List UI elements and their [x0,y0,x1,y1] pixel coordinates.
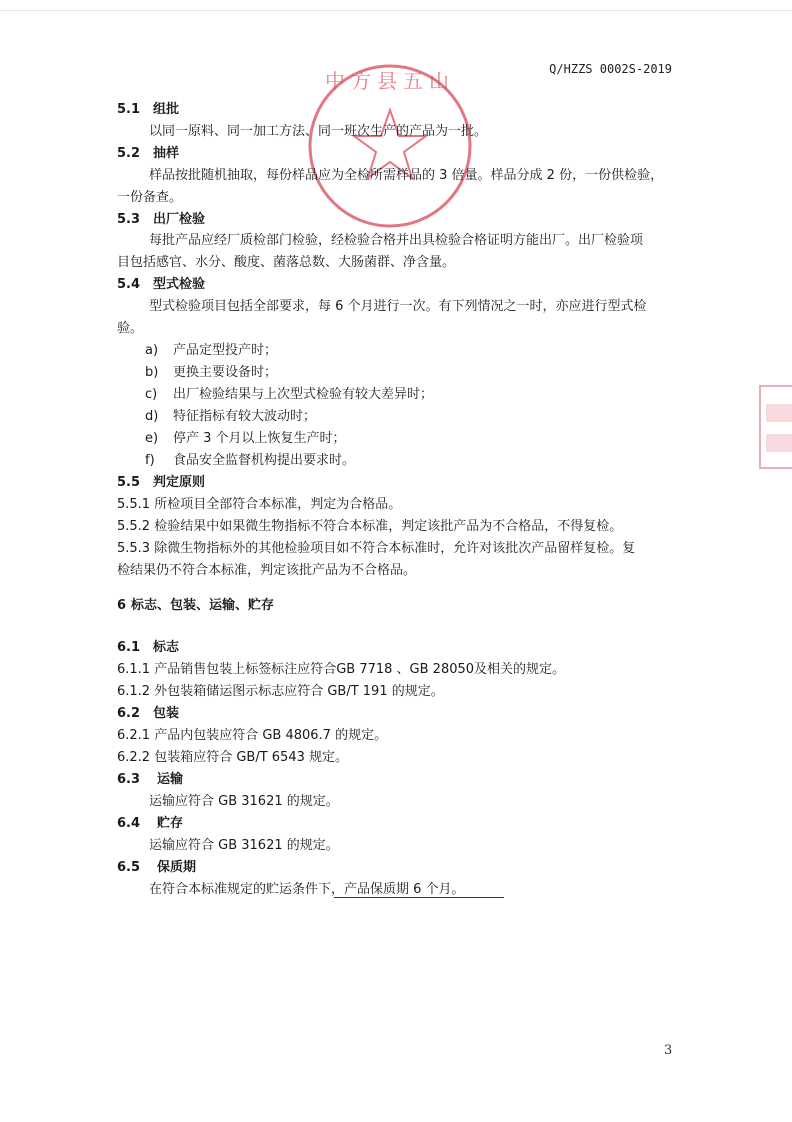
paragraph: 运输应符合 GB 31621 的规定。 [149,794,339,809]
section-heading-5-4: 5.4 型式检验 [117,277,206,292]
paragraph: 验。 [117,321,144,336]
paragraph: 型式检验项目包括全部要求，每 6 个月进行一次。有下列情况之一时，亦应进行型式检 [149,299,647,314]
list-item: c) 出厂检验结果与上次型式检验有较大差异时； [145,387,434,402]
section-heading-6-3: 6.3 运输 [117,772,184,787]
paragraph: 6.2.1 产品内包装应符合 GB 4806.7 的规定。 [117,728,388,743]
svg-text:中方县五山: 中方县五山 [325,69,455,93]
list-item: e) 停产 3 个月以上恢复生产时； [145,431,346,446]
official-seal-stamp [300,58,480,233]
list-item: b) 更换主要设备时； [145,365,278,380]
end-of-document-rule [334,897,504,898]
section-heading-5-2: 5.2 抽样 [117,146,180,161]
section-heading-6-1: 6.1 标志 [117,640,180,655]
list-item: d) 特征指标有较大波动时； [145,409,317,424]
paragraph: 每批产品应经厂质检部门检验，经检验合格并出具检验合格证明方能出厂。出厂检验项 [149,233,644,248]
list-item: f) 食品安全监督机构提出要求时。 [145,453,356,468]
section-heading-5-1: 5.1 组批 [117,102,180,117]
section-heading-6-4: 6.4 贮存 [117,816,184,831]
section-heading-5-3: 5.3 出厂检验 [117,212,206,227]
paragraph: 5.5.2 检验结果中如果微生物指标不符合本标准，判定该批产品为不合格品，不得复检。 [117,519,623,534]
list-item: a) 产品定型投产时； [145,343,278,358]
paragraph: 6.2.2 包装箱应符合 GB/T 6543 规定。 [117,750,349,765]
edge-seal-fragment [758,382,792,472]
chapter-heading-6: 6 标志、包装、运输、贮存 [117,598,275,613]
paragraph: 6.1.1 产品销售包装上标签标注应符合GB 7718 、GB 28050及相关的规定。 [117,662,566,677]
section-heading-6-5: 6.5 保质期 [117,860,197,875]
paragraph: 以同一原料、同一加工方法、同一班次生产的产品为一批。 [149,124,488,139]
section-heading-6-2: 6.2 包装 [117,706,180,721]
page-number: 3 [664,1043,673,1058]
paragraph: 6.1.2 外包装箱储运图示标志应符合 GB/T 191 的规定。 [117,684,444,699]
paragraph: 5.5.3 除微生物指标外的其他检验项目如不符合本标准时，允许对该批次产品留样复检。复 [117,541,636,556]
document-code: Q/HZZS 0002S-2019 [549,62,672,76]
paragraph: 一份备查。 [117,190,183,205]
paragraph: 在符合本标准规定的贮运条件下，产品保质期 6 个月。 [149,882,465,897]
section-heading-5-5: 5.5 判定原则 [117,475,206,490]
top-border [0,10,792,11]
paragraph: 检结果仍不符合本标准，判定该批产品为不合格品。 [117,563,417,578]
paragraph: 5.5.1 所检项目全部符合本标准，判定为合格品。 [117,497,402,512]
paragraph: 样品按批随机抽取，每份样品应为全检所需样品的 3 倍量。样品分成 2 份，一份供检验， [149,168,664,183]
paragraph: 目包括感官、水分、酸度、菌落总数、大肠菌群、净含量。 [117,255,456,270]
paragraph: 运输应符合 GB 31621 的规定。 [149,838,339,853]
